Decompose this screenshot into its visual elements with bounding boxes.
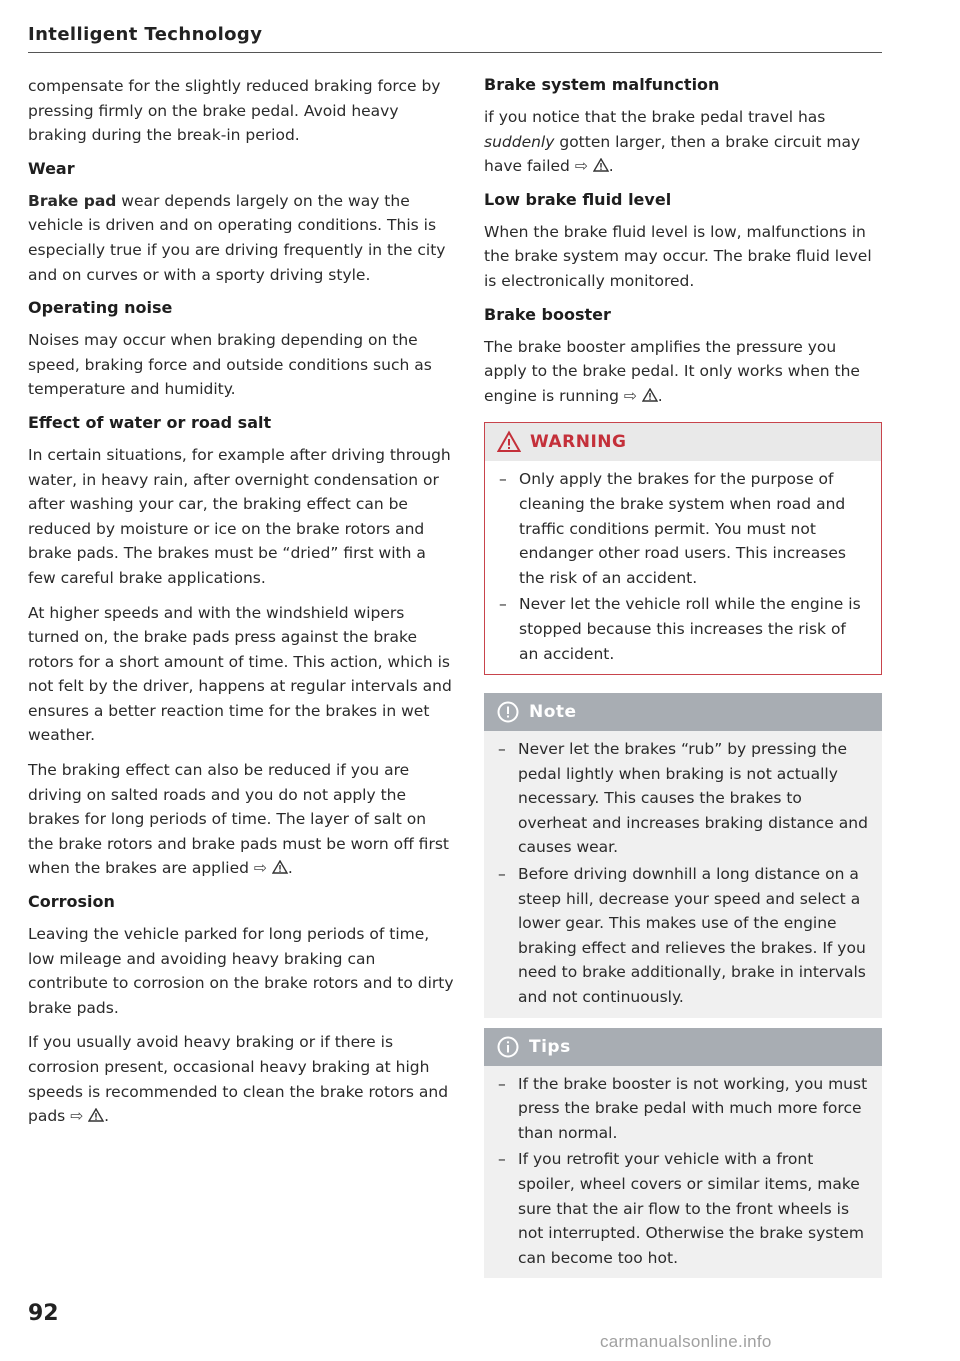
tips-title: Tips [529,1036,571,1057]
cross-reference-arrow[interactable]: ⇨ [70,1107,84,1126]
warning-title: WARNING [530,432,627,453]
note-item: – Before driving downhill a long distance on a steep hill, decrease your speed and select a lower gear. This makes use of the engine braking effect and relieves the brakes. If you need to brake additionally, brake in intervals and not continuously. [496,862,870,1010]
fluid-heading: Low brake fluid level [484,189,672,209]
corrosion-paragraph-1: Leaving the vehicle parked for long periods of time, low mileage and avoiding heavy braking can contribute to corrosion on the brake rotors and to dirty brake pads. [28,925,454,1017]
water-paragraph-2: At higher speeds and with the windshield wipers turned on, the brake pads press against the brake rotors for a short amount of time. This action, which is not felt by the driver, happens at regular intervals and ensures a better reaction time for the brakes in wet weather. [28,603,452,745]
wear-heading: Wear [28,158,75,178]
tips-list [496,1072,870,1271]
warning-triangle-icon [497,430,521,454]
tips-box-header [484,1028,882,1066]
page-number: 92 [28,1301,59,1326]
note-list [496,737,870,1010]
intro-paragraph: compensate for the slightly reduced braking force by pressing firmly on the brake pedal. Avoid heavy braking during the break-in period. [28,77,441,145]
tips-item: – If the brake booster is not working, you must press the brake pedal with much more force than normal. [496,1072,870,1146]
warning-list [497,467,869,666]
wear-lead: Brake pad [28,191,117,210]
warning-triangle-icon[interactable] [272,860,288,874]
water-paragraph-3 [28,758,454,881]
wear-text: wear depends largely on the way the vehicle is driven and on operating conditions. This is especially true if you are driving frequently in the city and on curves or with a sporty driving style. [28,191,446,284]
warning-item: – Only apply the brakes for the purpose of cleaning the brake system when road and traffic conditions permit. You must not endanger other road users. This increases the risk of an accident. [497,467,869,590]
water-paragraph-1: In certain situations, for example after driving through water, in heavy rain, after overnight condensation or after washing your car, the braking effect can be reduced by moisture or ice on the brake rotors and brake pads. The brakes must be “dried” first with a few careful brake applications. [28,445,451,587]
tips-box [484,1028,882,1279]
warning-triangle-icon[interactable] [88,1108,104,1122]
booster-paragraph [484,335,882,409]
cross-reference-arrow[interactable]: ⇨ [253,859,267,878]
header-title: Intelligent Technology [28,24,263,45]
malfunction-heading: Brake system malfunction [484,75,720,94]
warning-triangle-icon[interactable] [593,158,609,172]
fluid-paragraph: When the brake fluid level is low, malfunctions in the brake system may occur. The brake fluid level is electronically monitored. [484,222,872,290]
note-box-body [484,731,882,1018]
booster-heading: Brake booster [484,304,611,324]
tips-box-body [484,1066,882,1279]
malfunction-pre: if you notice that the brake pedal travel has [484,108,826,126]
ref-end: . [657,386,663,405]
note-item: – Never let the brakes “rub” by pressing the pedal lightly when braking is not actually necessary. This causes the brakes to overheat and increases braking distance and causes wear. [496,737,870,860]
corrosion-heading: Corrosion [28,892,115,912]
info-circle-icon [496,1035,520,1059]
ref-end: . [104,1107,110,1126]
warning-box [484,422,882,675]
ref-end: . [287,859,293,878]
warning-item: – Never let the vehicle roll while the engine is stopped because this increases the risk of an accident. [497,592,869,666]
exclamation-circle-icon [496,700,520,724]
tips-item: – If you retrofit your vehicle with a front spoiler, wheel covers or similar items, make sure that the air flow to the front wheels is not interrupted. Otherwise the brake system can become too hot. [496,1147,870,1270]
cross-reference-arrow[interactable]: ⇨ [623,386,637,405]
corrosion-paragraph-2 [28,1030,454,1128]
ref-end: . [608,157,614,176]
malfunction-post: gotten larger, then a brake circuit may have failed [484,132,861,176]
note-box-header [484,693,882,731]
cross-reference-arrow[interactable]: ⇨ [574,157,588,176]
note-title: Note [529,702,577,723]
warning-triangle-icon[interactable] [642,388,658,402]
note-box [484,693,882,1018]
right-column [484,74,882,1278]
water-heading: Effect of water or road salt [28,412,272,432]
warning-box-header [485,423,881,461]
water-text-3: The braking effect can also be reduced if you are driving on salted roads and you do not apply the brakes for long periods of time. The layer of salt on the brake rotors and brake pads must be worn off first when the brakes are applied [28,761,449,878]
malfunction-italic: suddenly [484,132,555,151]
wear-paragraph [28,189,454,287]
left-column [28,74,454,1139]
warning-box-body [485,461,881,674]
noise-heading: Operating noise [28,298,173,318]
page-header [28,24,882,53]
malfunction-paragraph [484,105,882,179]
corrosion-text-2: If you usually avoid heavy braking or if there is corrosion present, occasional heavy braking at high speeds is recommended to clean the brake rotors and pads [28,1033,449,1126]
noise-paragraph: Noises may occur when braking depending on the speed, braking force and outside conditions such as temperature and humidity. [28,331,432,399]
booster-text: The brake booster amplifies the pressure you apply to the brake pedal. It only works when the engine is running [484,337,860,405]
watermark: carmanualsonline.info [600,1332,772,1351]
